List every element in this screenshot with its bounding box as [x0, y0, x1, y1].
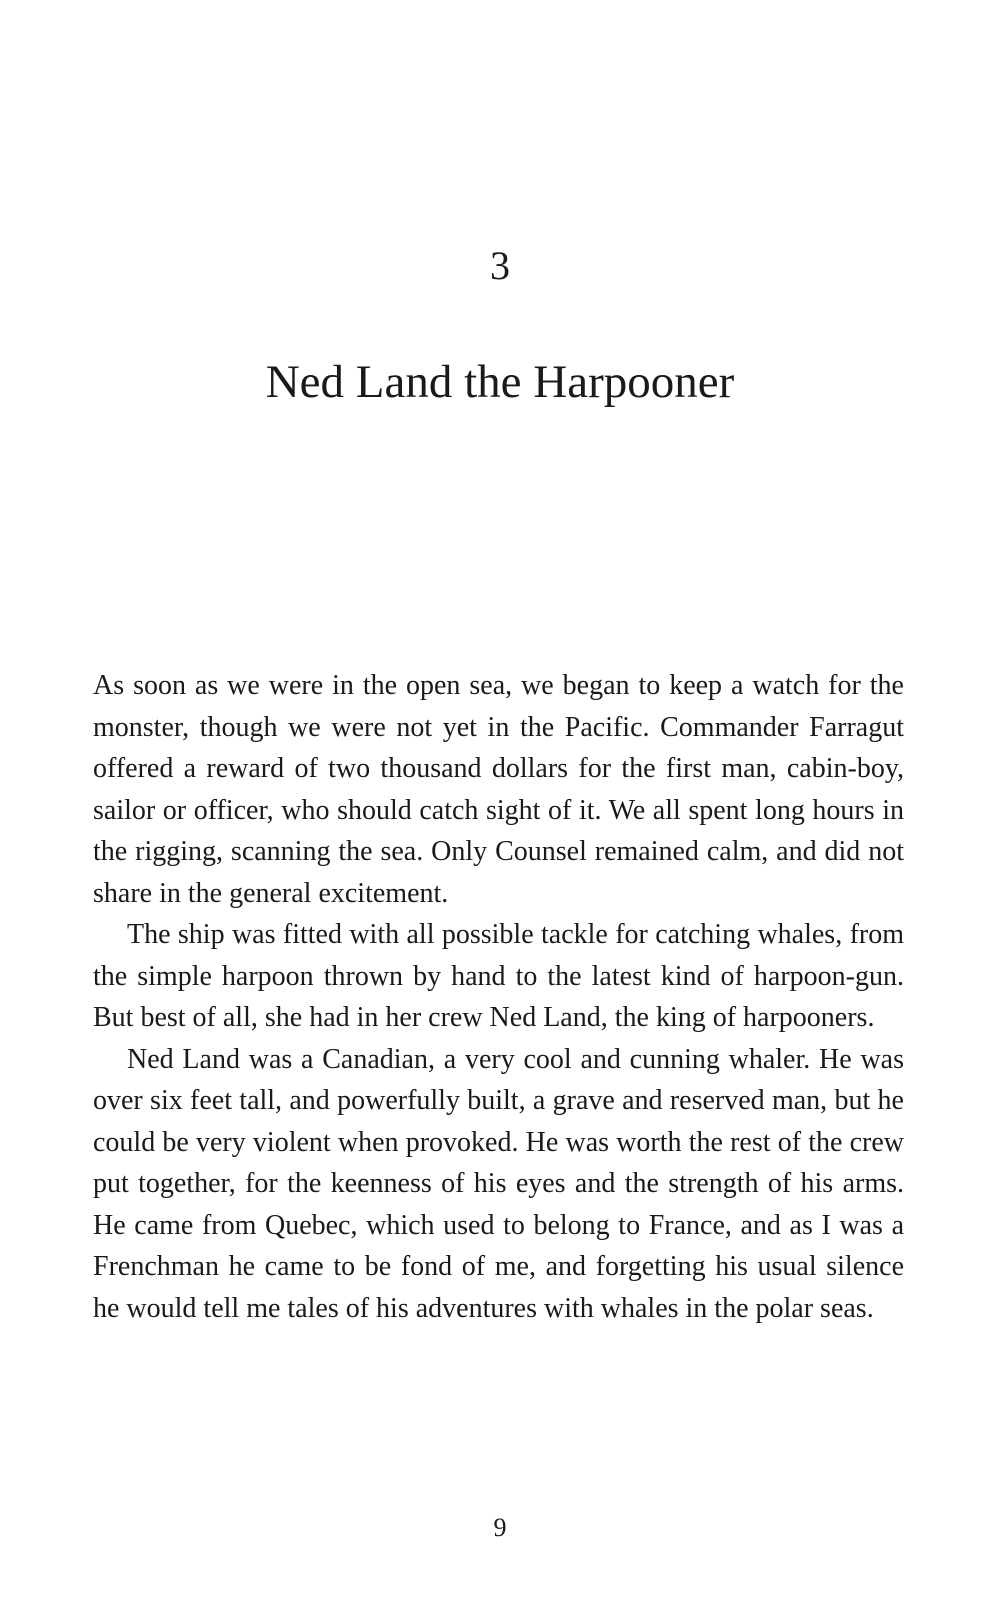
page-number: 9: [493, 1513, 507, 1542]
chapter-number: 3: [490, 243, 510, 288]
paragraph: Ned Land was a Canadian, a very cool and cunning whaler. He was over six feet tall, and powerfully built, a grave and reserved man, but he could be very violent when provoked. He was worth the rest of the crew put together, for the keenness of his eyes and the strength of his arms. He came from Quebec, which used to belong to France, and as I was a Frenchman he came to be fond of me, and forgetting his usual silence he would tell me tales of his adventures with whales in the polar seas.: [93, 1043, 904, 1324]
chapter-body: [93, 665, 904, 1329]
paragraph: The ship was fitted with all possible tackle for catching whales, from the simple harpoon thrown by hand to the latest kind of harpoon-gun. But best of all, she had in her crew Ned Land, the king of harpooners.: [93, 919, 904, 1033]
chapter-title: Ned Land the Harpooner: [265, 356, 735, 408]
paragraph: As soon as we were in the open sea, we began to keep a watch for the monster, though we were not yet in the Pacific. Commander Farragut offered a reward of two thousand dollars for the first man, cabin-boy, sailor or officer, who should catch sight of it. We all spent long hours in the rigging, scanning the sea. Only Counsel remained calm, and did not share in the general excitement.: [93, 670, 904, 909]
